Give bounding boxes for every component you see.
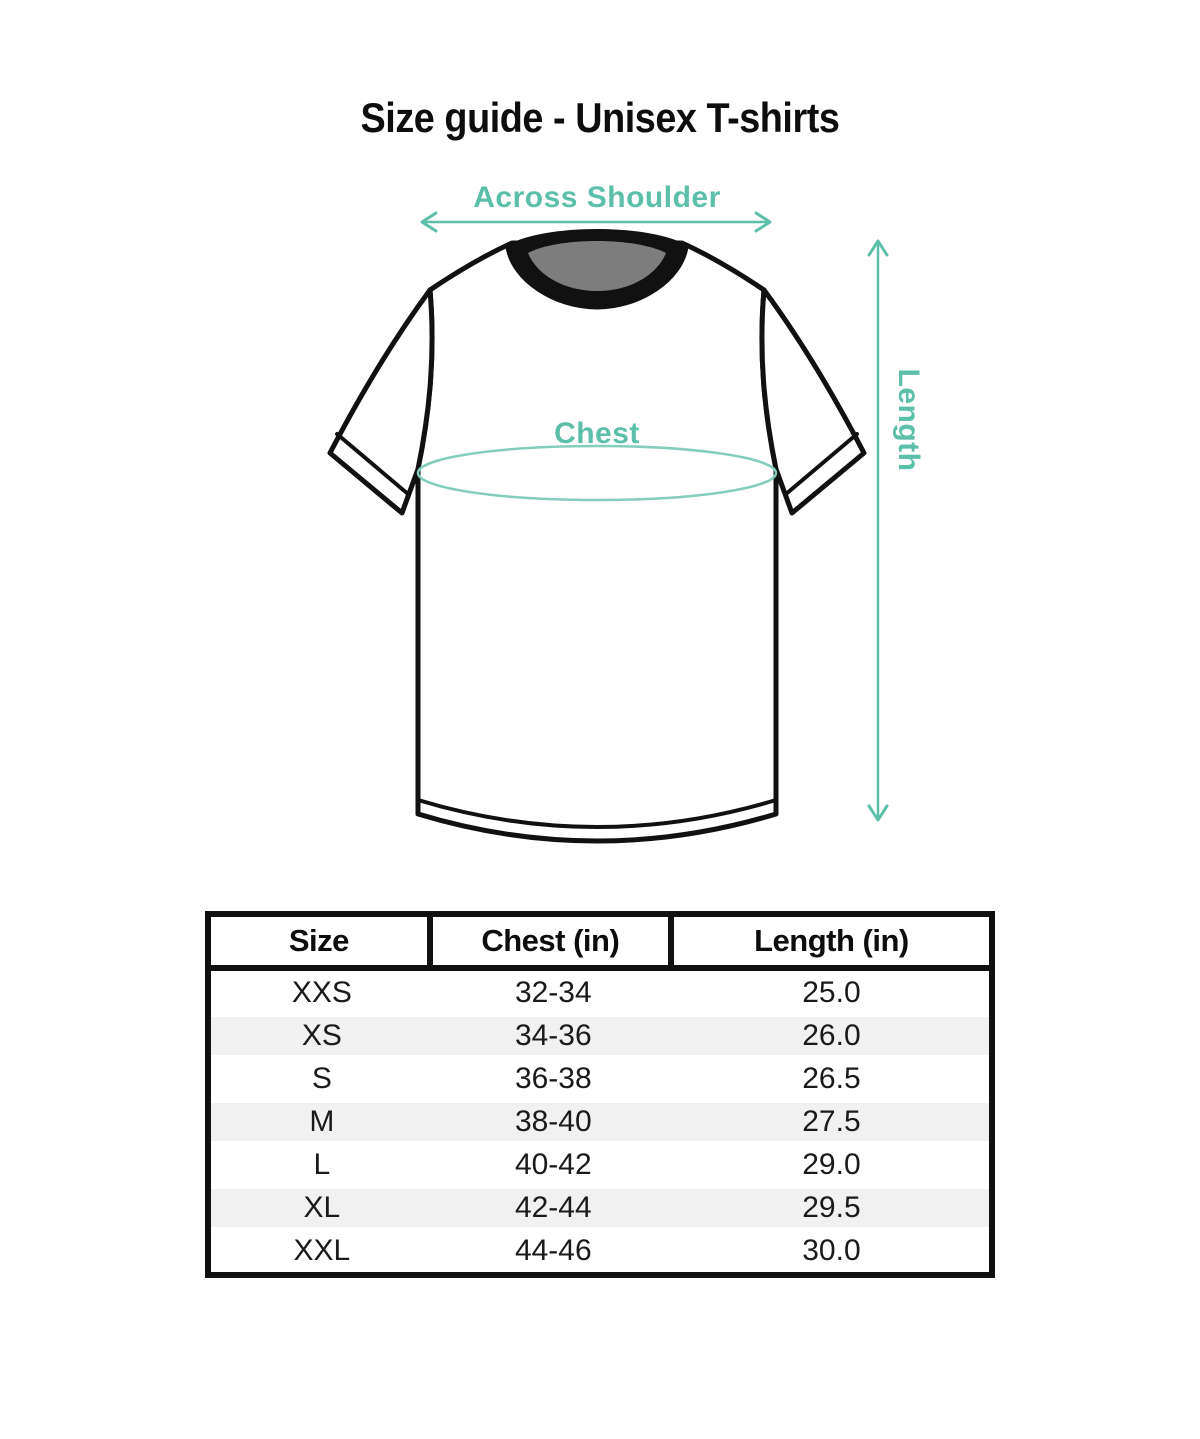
table-row-s <box>211 1057 989 1100</box>
cell-chest: 36-38 <box>514 1062 592 1095</box>
table-row-xxs <box>211 971 989 1014</box>
cell-size: XL <box>303 1191 341 1224</box>
cell-chest: 34-36 <box>514 1019 592 1052</box>
cell-size: M <box>309 1105 335 1138</box>
cell-length: 29.0 <box>802 1148 861 1181</box>
table-row-xxl <box>211 1229 989 1272</box>
header-cell-chest: Chest (in) <box>433 917 674 965</box>
cell-chest: 40-42 <box>514 1148 592 1181</box>
cell-length: 26.5 <box>802 1062 861 1095</box>
cell-chest: 44-46 <box>514 1234 592 1267</box>
cell-chest: 32-34 <box>514 976 592 1009</box>
header-cell-length: Length (in) <box>754 923 909 958</box>
tshirt-body <box>418 243 776 841</box>
cell-length: 29.5 <box>802 1191 861 1224</box>
cell-size: XXS <box>291 976 352 1009</box>
across-shoulder-label: Across Shoulder <box>473 181 721 214</box>
across-shoulder-arrow <box>422 213 770 231</box>
cell-size: S <box>311 1062 332 1095</box>
header-cell-size: Size <box>211 917 433 965</box>
cell-length: 30.0 <box>802 1234 861 1267</box>
table-row-m <box>211 1100 989 1143</box>
left-sleeve <box>330 290 432 513</box>
cell-chest: 42-44 <box>514 1191 592 1224</box>
table-row-xs <box>211 1014 989 1057</box>
size-table-header <box>211 917 989 971</box>
length-label: Length <box>892 368 926 472</box>
cell-length: 25.0 <box>802 976 861 1009</box>
chest-label: Chest <box>554 417 640 450</box>
page-title: Size guide - Unisex T-shirts <box>360 94 840 141</box>
length-arrow <box>869 241 887 820</box>
tshirt-measurement-diagram <box>300 165 1000 855</box>
size-table <box>205 911 995 1278</box>
cell-length: 27.5 <box>802 1105 861 1138</box>
cell-length: 26.0 <box>802 1019 861 1052</box>
cell-size: L <box>313 1148 331 1181</box>
table-row-xl <box>211 1186 989 1229</box>
table-row-l <box>211 1143 989 1186</box>
cell-size: XS <box>301 1019 342 1052</box>
cell-chest: 38-40 <box>514 1105 592 1138</box>
right-sleeve <box>762 290 864 513</box>
cell-size: XXL <box>293 1234 351 1267</box>
